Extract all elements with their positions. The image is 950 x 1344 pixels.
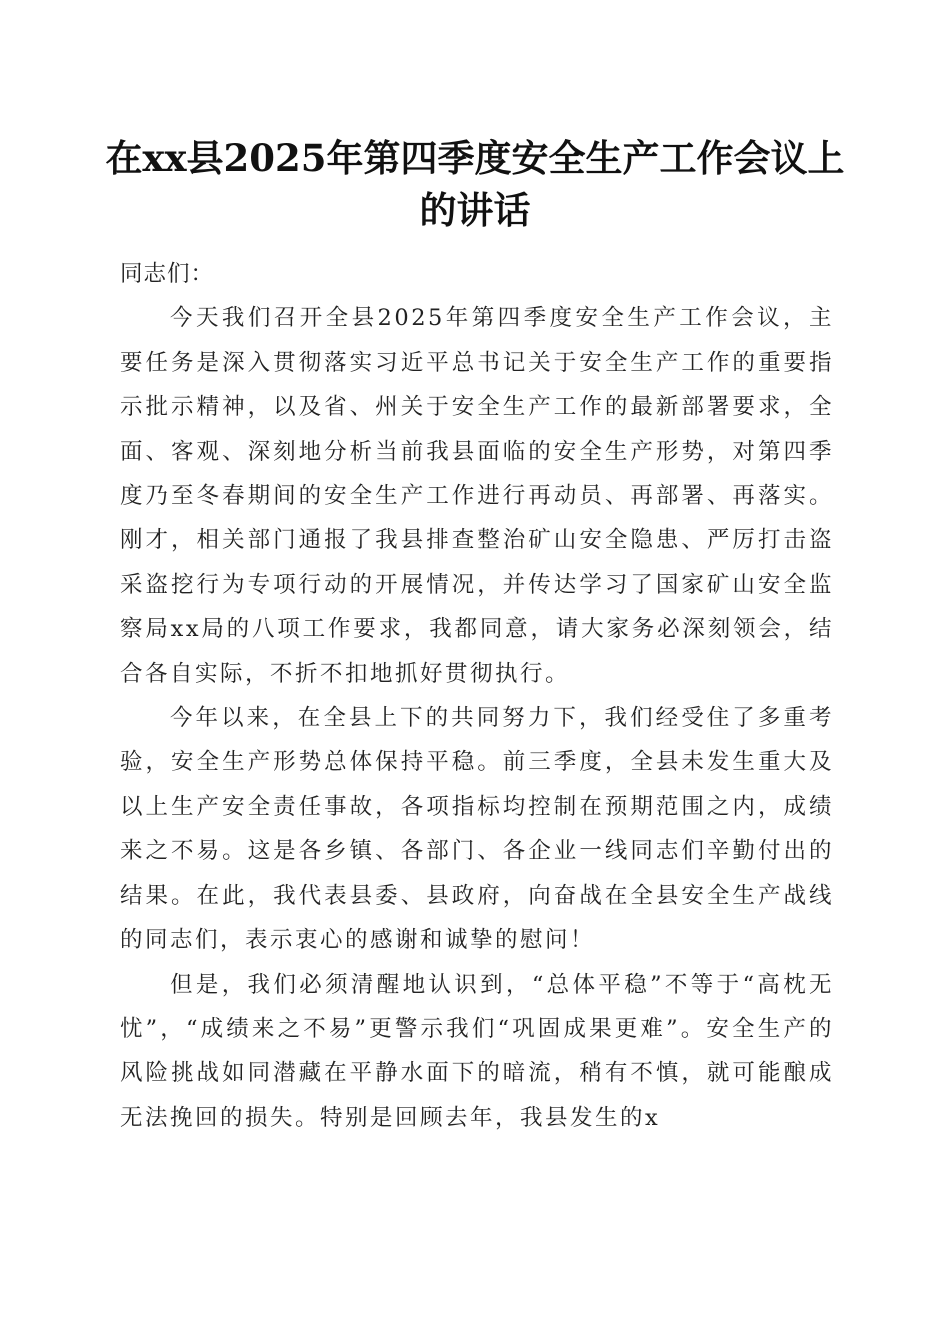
title-line-2: 的讲话: [419, 188, 531, 232]
salutation: 同志们：: [120, 261, 215, 287]
title-line-1: 在xx县2025年第四季度安全生产工作会议上: [105, 136, 845, 180]
paragraph-3: 但是，我们必须清醒地认识到，“总体平稳”不等于“高枕无忧”，“成绩来之不易”更警示我们“巩固成果更难”。安全生产的风险挑战如同潜藏在平静水面下的暗流，稍有不慎，就可能酿成无法挽回的损失。特别是回顾去年，我县发生的x: [120, 971, 834, 1131]
paragraph-2: 今年以来，在全县上下的共同努力下，我们经受住了多重考验，安全生产形势总体保持平稳。前三季度，全县未发生重大及以上生产安全责任事故，各项指标均控制在预期范围之内，成绩来之不易。这是各乡镇、各部门、各企业一线同志们辛勤付出的结果。在此，我代表县委、县政府，向奋战在全县安全生产战线的同志们，表示衷心的感谢和诚挚的慰问！: [120, 705, 834, 954]
document-title: [100, 132, 850, 236]
paragraph-1: 今天我们召开全县2025年第四季度安全生产工作会议，主要任务是深入贯彻落实习近平总书记关于安全生产工作的重要指示批示精神，以及省、州关于安全生产工作的最新部署要求，全面、客观、深刻地分析当前我县面临的安全生产形势，对第四季度乃至冬春期间的安全生产工作进行再动员、再部署、再落实。刚才，相关部门通报了我县排查整治矿山安全隐患、严厉打击盗采盗挖行为专项行动的开展情况，并传达学习了国家矿山安全监察局xx局的八项工作要求，我都同意，请大家务必深刻领会，结合各自实际，不折不扣地抓好贯彻执行。: [120, 305, 834, 687]
document-body: [120, 252, 834, 1140]
